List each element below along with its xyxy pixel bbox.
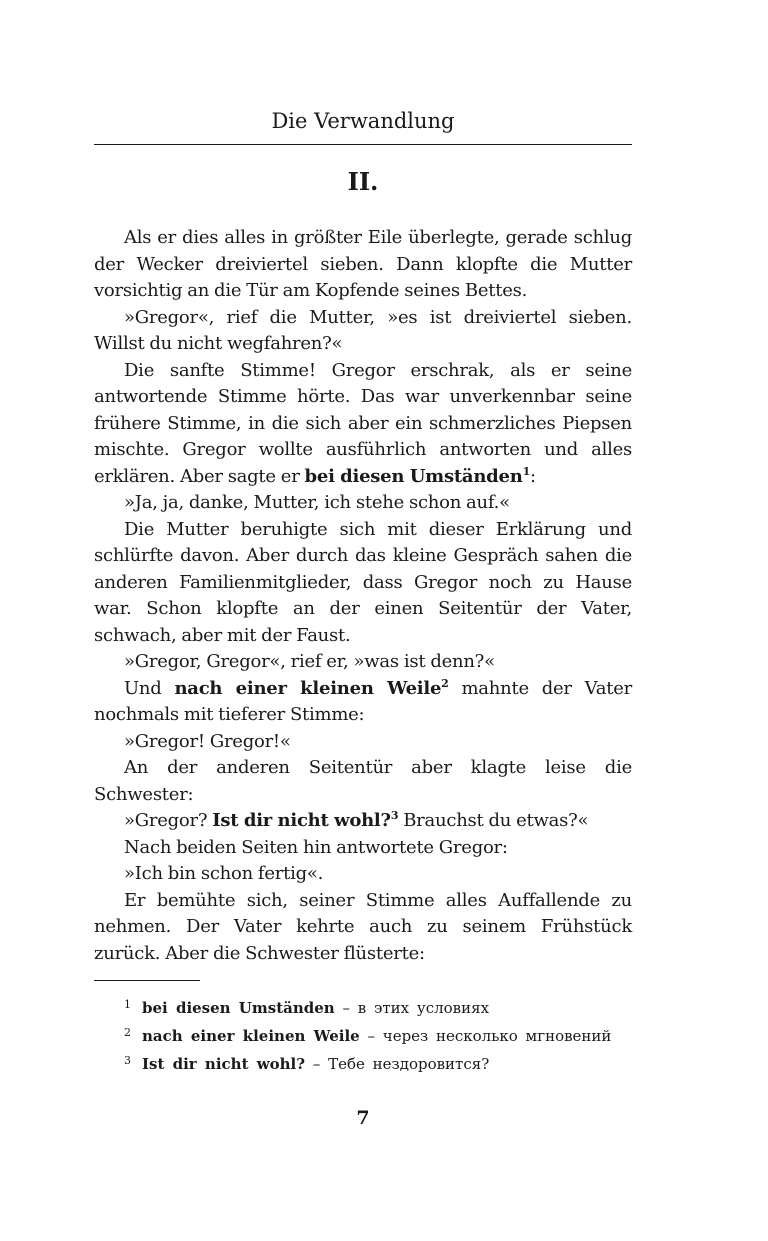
footnote-rule xyxy=(94,980,200,981)
footnote-2 xyxy=(94,1022,632,1050)
paragraph: »Ich bin schon fertig«. xyxy=(124,863,324,884)
glossed-term: bei diesen Umständen xyxy=(304,465,523,487)
paragraph: »Gregor«, rief die Mutter, »es ist dreiviertel sieben. Willst du nicht wegfahren?« xyxy=(94,306,632,354)
paragraph: »Gregor, Gregor«, rief er, »was ist denn?« xyxy=(124,651,495,672)
footnote-term: nach einer kleinen Weile xyxy=(142,1027,360,1045)
glossed-term: Ist dir nicht wohl? xyxy=(212,810,391,831)
footnote-gloss: в этих условиях xyxy=(357,999,490,1017)
footnotes xyxy=(94,994,632,1078)
footnote-dash: – xyxy=(367,1027,375,1045)
footnote-dash: – xyxy=(342,999,350,1017)
page-number: 7 xyxy=(356,1107,370,1129)
footnote-marker[interactable]: 1 xyxy=(522,464,530,478)
footnote-term: Ist dir nicht wohl? xyxy=(142,1055,306,1073)
footnote-term: bei diesen Umständen xyxy=(142,999,335,1017)
paragraph: Die sanfte Stimme! Gregor erschrak, als er seine antwortende Stimme hörte. Das war unverkennbar seine frühere Stimme, in die sich aber ein schmerzliches Piepsen mischte. Gregor wollte ausführlich antworten und alles erklären. Aber sagte er bei diesen Umständen$^1$: xyxy=(94,359,632,487)
paragraph: Er bemühte sich, seiner Stimme alles Auffallende zu nehmen. Der Vater kehrte auch zu seinem Frühstück zurück. Aber die Schwester flüsterte: xyxy=(94,889,632,964)
paragraph: Und nach einer kleinen Weile$^2$ mahnte der Vater nochmals mit tieferer Stimme: xyxy=(94,676,632,725)
footnote-dash: – xyxy=(312,1055,321,1073)
footnote-number: 1 xyxy=(124,998,131,1011)
footnote-marker[interactable]: 3 xyxy=(390,809,399,822)
footnote-1 xyxy=(94,994,632,1022)
paragraph: Als er dies alles in größter Eile überlegte, gerade schlug der Wecker dreiviertel sieben. Dann klopfte die Mutter vorsichtig an die Tür am Kopfende seines Bettes. xyxy=(94,227,632,301)
footnote-gloss: Тебе нездоровится? xyxy=(328,1055,490,1073)
chapter-heading: II. xyxy=(347,167,379,196)
running-head: Die Verwandlung xyxy=(271,109,455,133)
footnote-number: 3 xyxy=(124,1054,131,1067)
footnote-gloss: через несколько мгновений xyxy=(382,1027,612,1045)
paragraph: An der anderen Seitentür aber klagte leise die Schwester: xyxy=(94,757,632,805)
footnote-number: 2 xyxy=(124,1026,131,1039)
paragraph: »Gregor? Ist dir nicht wohl?$^3$ Brauchst du etwas?« xyxy=(124,809,589,831)
glossed-term: nach einer kleinen Weile xyxy=(174,677,442,699)
header-rule xyxy=(94,144,632,145)
paragraph: »Ja, ja, danke, Mutter, ich stehe schon auf.« xyxy=(124,492,510,513)
body-text xyxy=(94,225,632,967)
paragraph: Die Mutter beruhigte sich mit dieser Erklärung und schlürfte davon. Aber durch das kleine Gespräch sahen die anderen Familienmitglieder, dass Gregor noch zu Hause war. Schon klopfte an der einen Seitentür der Vater, schwach, aber mit der Faust. xyxy=(94,518,632,646)
footnote-3 xyxy=(94,1050,632,1078)
paragraph: Nach beiden Seiten hin antwortete Gregor: xyxy=(124,836,508,858)
paragraph: »Gregor! Gregor!« xyxy=(124,730,291,752)
footnote-marker[interactable]: 2 xyxy=(441,676,449,690)
